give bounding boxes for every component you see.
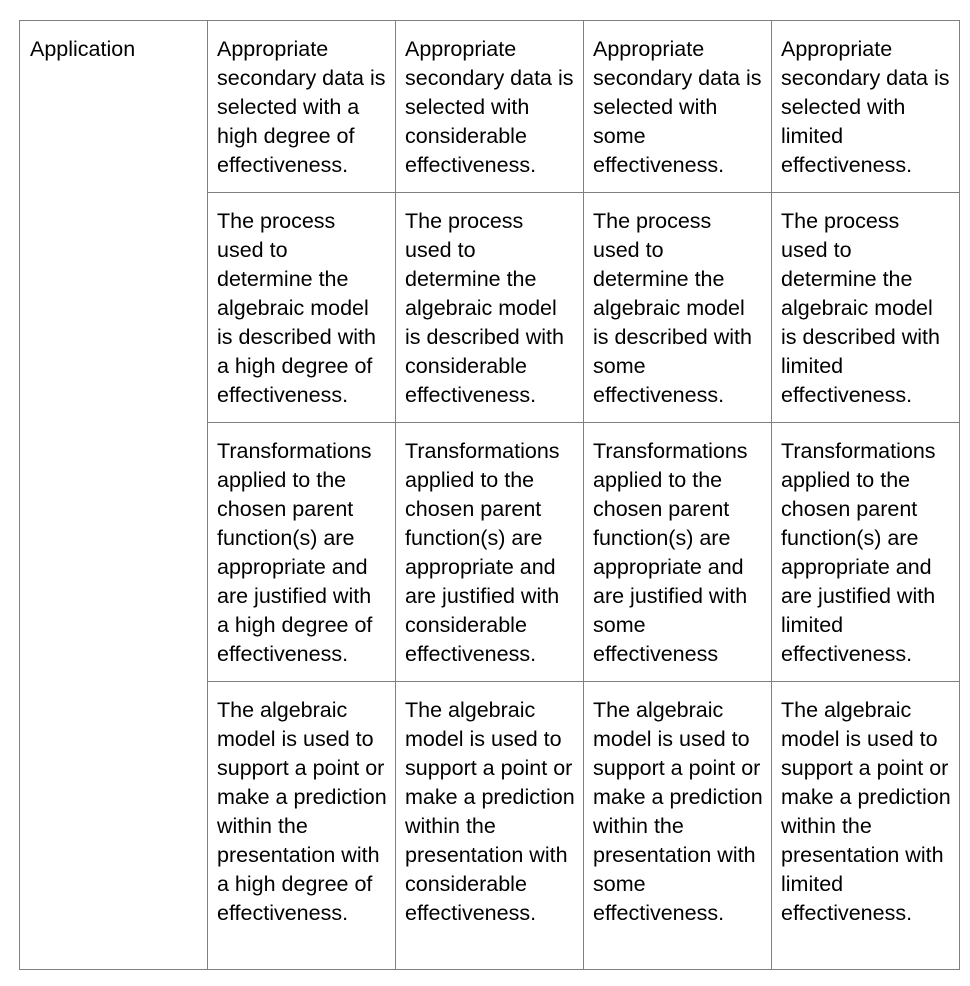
- table-row: [20, 21, 960, 193]
- category-cell: Application: [20, 21, 208, 970]
- table-cell: Transformations applied to the chosen parent function(s) are appropriate and are justified with a high degree of effectiveness.: [208, 423, 396, 682]
- table-cell: The algebraic model is used to support a point or make a prediction within the presentation with considerable effectiveness.: [396, 682, 584, 970]
- table-cell: The algebraic model is used to support a point or make a prediction within the presentation with some effectiveness.: [584, 682, 772, 970]
- table-cell: Appropriate secondary data is selected with limited effectiveness.: [772, 21, 960, 193]
- table-cell: Appropriate secondary data is selected with a high degree of effectiveness.: [208, 21, 396, 193]
- table-cell: Transformations applied to the chosen parent function(s) are appropriate and are justified with limited effectiveness.: [772, 423, 960, 682]
- table-cell: The algebraic model is used to support a point or make a prediction within the presentation with limited effectiveness.: [772, 682, 960, 970]
- table-cell: The process used to determine the algebraic model is described with limited effectiveness.: [772, 193, 960, 423]
- table-cell: Appropriate secondary data is selected with some effectiveness.: [584, 21, 772, 193]
- table-cell: The process used to determine the algebraic model is described with a high degree of effectiveness.: [208, 193, 396, 423]
- table-cell: The process used to determine the algebraic model is described with some effectiveness.: [584, 193, 772, 423]
- table-cell: Transformations applied to the chosen parent function(s) are appropriate and are justified with considerable effectiveness.: [396, 423, 584, 682]
- table-cell: Transformations applied to the chosen parent function(s) are appropriate and are justified with some effectiveness: [584, 423, 772, 682]
- table-cell: The process used to determine the algebraic model is described with considerable effectiveness.: [396, 193, 584, 423]
- table-cell: Appropriate secondary data is selected with considerable effectiveness.: [396, 21, 584, 193]
- table-cell: The algebraic model is used to support a point or make a prediction within the presentation with a high degree of effectiveness.: [208, 682, 396, 970]
- rubric-table: [19, 20, 960, 970]
